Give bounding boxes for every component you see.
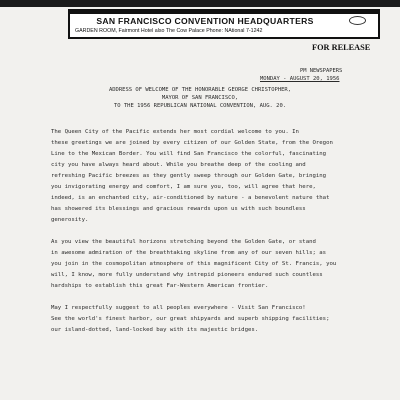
body-line: May I respectfully suggest to all peoples everywhere - Visit San Francisco!	[51, 305, 306, 311]
body-line: The Queen City of the Pacific extends her most cordial welcome to you. In	[51, 129, 299, 135]
release-date-text: MONDAY - AUGUST 20, 1956	[260, 76, 340, 82]
body-line: generosity.	[51, 217, 89, 223]
body-line: you join in the cosmopolitan atmosphere of this magnificent City of St. Francis, you	[51, 261, 337, 267]
heading-line-1: ADDRESS OF WELCOME OF THE HONORABLE GEORGE CHRISTOPHER,	[108, 87, 292, 93]
top-black-strip	[0, 0, 400, 7]
letterhead-title: SAN FRANCISCO CONVENTION HEADQUARTERS	[96, 16, 314, 26]
body-line: Line to the Mexican Border. You will find San Francisco the colorful, fascinating	[51, 151, 327, 157]
body-line: these greetings we are joined by every citizen of our Golden State, from the Oregon	[51, 140, 333, 146]
heading-line-3: TO THE 1956 REPUBLICAN NATIONAL CONVENTION, AUG. 20.	[113, 103, 287, 109]
for-release-label: FOR RELEASE	[312, 43, 371, 52]
body-line: See the world's finest harbor, our great shipyards and superb shipping facilities;	[51, 316, 330, 322]
release-date	[260, 76, 339, 82]
body-line: indeed, is an enchanted city, air-conditioned by nature - a benevolent nature that	[51, 195, 330, 201]
body-line: hardships to establish this great Far-Western American frontier.	[51, 283, 269, 289]
body-line: has showered its blessings and gracious rewards upon us with such boundless	[51, 206, 306, 212]
release-target: PM NEWSPAPERS	[300, 68, 343, 74]
heading-line-2: MAYOR OF SAN FRANCISCO,	[161, 95, 239, 101]
union-bug-icon	[349, 16, 366, 25]
body-line: refreshing Pacific breezes as they gently sweep through our Golden Gate, bringing	[51, 173, 327, 179]
body-line: in awesome admiration of the breathtaking skyline from any of our seven hills; as	[51, 250, 327, 256]
letterhead-address: GARDEN ROOM, Fairmont Hotel also The Cow Palace Phone: NAtional 7-1242	[75, 28, 263, 34]
letterhead-box	[68, 9, 380, 39]
body-line: you invigorating energy and comfort, I am sure you, too, will agree that here,	[51, 184, 316, 190]
body-line: our island-dotted, land-locked bay with its majestic bridges.	[51, 327, 259, 333]
body-line: As you view the beautiful horizons stretching beyond the Golden Gate, or stand	[51, 239, 316, 245]
body-line: will, I know, more fully understand why intrepid pioneers endured such countless	[51, 272, 323, 278]
body-line: city you have always heard about. While you breathe deep of the cooling and	[51, 162, 306, 168]
